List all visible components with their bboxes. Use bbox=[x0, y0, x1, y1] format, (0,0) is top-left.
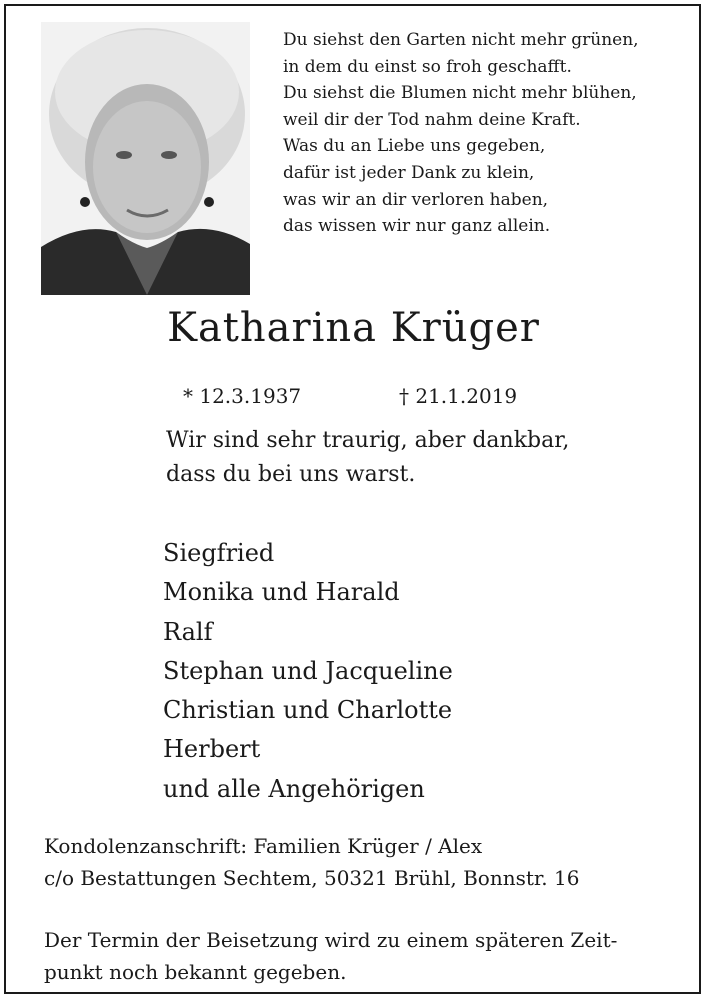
poem-line: weil dir der Tod nahm deine Kraft. bbox=[283, 109, 581, 130]
note-line: punkt noch bekannt gegeben. bbox=[44, 959, 347, 984]
poem-line: Was du an Liebe uns gegeben, bbox=[283, 136, 546, 157]
family-member: und alle Angehörigen bbox=[163, 774, 425, 803]
poem-line: dafür ist jeder Dank zu klein, bbox=[283, 162, 535, 183]
family-member: Monika und Harald bbox=[163, 578, 400, 607]
family-member: Stephan und Jacqueline bbox=[163, 656, 453, 685]
condolence-address bbox=[44, 831, 579, 894]
poem-line: in dem du einst so froh geschafft. bbox=[283, 56, 572, 77]
poem-line: das wissen wir nur ganz allein. bbox=[283, 216, 551, 237]
poem-line: was wir an dir verloren haben, bbox=[283, 189, 549, 210]
portrait-photo bbox=[41, 22, 250, 295]
motto bbox=[166, 424, 569, 492]
deceased-name: Katharina Krüger bbox=[167, 305, 540, 351]
family-member: Ralf bbox=[163, 617, 213, 646]
poem bbox=[283, 27, 683, 240]
motto-line: Wir sind sehr traurig, aber dankbar, bbox=[166, 428, 570, 453]
family-member: Christian und Charlotte bbox=[163, 696, 453, 725]
family-member: Siegfried bbox=[163, 539, 275, 567]
birth-date: * 12.3.1937 bbox=[183, 384, 302, 408]
family-member: Herbert bbox=[163, 735, 261, 764]
poem-line: Du siehst den Garten nicht mehr grünen, bbox=[283, 30, 639, 50]
condolence-line: c/o Bestattungen Sechtem, 50321 Brühl, Bonnstr. 16 bbox=[44, 865, 580, 890]
family-list bbox=[163, 534, 453, 809]
poem-line: Du siehst die Blumen nicht mehr blühen, bbox=[283, 83, 637, 104]
funeral-note bbox=[44, 925, 617, 988]
note-line: Der Termin der Beisetzung wird zu einem späteren Zeit- bbox=[44, 928, 618, 952]
condolence-line: Kondolenzanschrift: Familien Krüger / Alex bbox=[44, 834, 483, 858]
motto-line: dass du bei uns warst. bbox=[166, 462, 416, 487]
death-date: † 21.1.2019 bbox=[399, 384, 518, 408]
